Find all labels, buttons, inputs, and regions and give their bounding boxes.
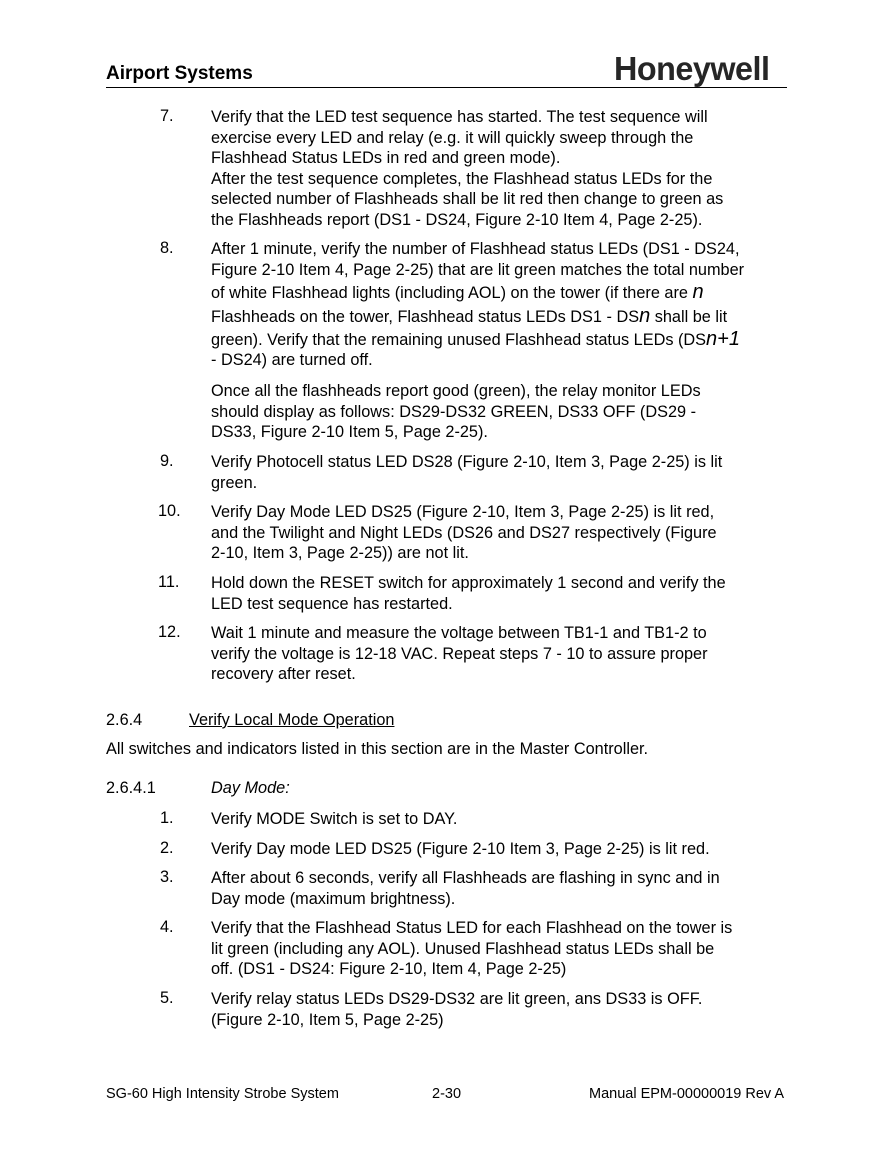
text-line: and the Twilight and Night LEDs (DS26 and DS27 respectively (Figure	[211, 523, 717, 542]
step-number: 1.	[160, 809, 174, 827]
text-line: Hold down the RESET switch for approximately 1 second and verify the	[211, 574, 726, 592]
text-line: Verify relay status LEDs DS29-DS32 are lit green, ans DS33 is OFF.	[211, 990, 703, 1008]
step-number: 2.	[160, 839, 174, 857]
subsection-number: 2.6.4.1	[106, 779, 156, 797]
step-number: 4.	[160, 918, 174, 936]
step-text	[211, 918, 791, 980]
step-number: 12.	[158, 623, 181, 641]
text-line: should display as follows: DS29-DS32 GREEN, DS33 OFF (DS29 -	[211, 402, 697, 421]
text-line: Day mode (maximum brightness).	[211, 889, 456, 908]
text-line: - DS24) are turned off.	[211, 351, 373, 370]
honeywell-logo: Honeywell	[614, 50, 770, 87]
text-line: Verify Day mode LED DS25 (Figure 2-10 Item 3, Page 2-25) is lit red.	[211, 840, 710, 858]
header-rule	[106, 87, 787, 88]
text-line: Verify Day Mode LED DS25 (Figure 2-10, Item 3, Page 2-25) is lit red,	[211, 503, 715, 521]
step-text	[211, 809, 791, 830]
text-line: Verify that the Flashhead Status LED for each Flashhead on the tower is	[211, 919, 733, 937]
text-line: After 1 minute, verify the number of Flashhead status LEDs (DS1 - DS24,	[211, 240, 740, 258]
step-text	[211, 107, 791, 231]
text-line	[211, 304, 791, 328]
text-line: lit green (including any AOL). Unused Flashhead status LEDs shall be	[211, 939, 715, 958]
variable-n: n	[639, 305, 651, 328]
text-line: exercise every LED and relay (e.g. it will quickly sweep through the	[211, 128, 694, 147]
text-span: of white Flashhead lights (including AOL) on the tower (if there are	[211, 284, 693, 303]
text-line: After the test sequence completes, the Flashhead status LEDs for the	[211, 169, 713, 188]
step-text	[211, 502, 791, 564]
text-line: off. (DS1 - DS24: Figure 2-10, Item 4, Page 2-25)	[211, 960, 567, 979]
text-line: After about 6 seconds, verify all Flashheads are flashing in sync and in	[211, 869, 720, 887]
step-8-note	[211, 381, 791, 443]
text-line: 2-10, Item 3, Page 2-25)) are not lit.	[211, 544, 469, 563]
text-line: Once all the flashheads report good (green), the relay monitor LEDs	[211, 382, 701, 400]
step-number: 7.	[160, 107, 174, 125]
text-line: verify the voltage is 12-18 VAC. Repeat steps 7 - 10 to assure proper	[211, 644, 708, 663]
footer-document-title: SG-60 High Intensity Strobe System	[106, 1086, 339, 1102]
step-text	[211, 868, 791, 909]
subsection-title: Day Mode:	[211, 779, 290, 797]
section-title: Verify Local Mode Operation	[189, 711, 395, 729]
text-line: Verify that the LED test sequence has started. The test sequence will	[211, 108, 708, 126]
variable-n-plus-1: n+1	[706, 328, 740, 351]
step-text	[211, 623, 791, 685]
text-span: Flashheads on the tower, Flashhead status LEDs DS1 - DS	[211, 308, 640, 327]
text-line: Verify MODE Switch is set to DAY.	[211, 810, 458, 828]
section-intro: All switches and indicators listed in this section are in the Master Controller.	[106, 740, 649, 758]
step-text	[211, 989, 791, 1030]
text-line: Wait 1 minute and measure the voltage between TB1-1 and TB1-2 to	[211, 624, 707, 642]
text-span: shall be lit	[650, 308, 728, 327]
step-text	[211, 239, 791, 371]
footer-page-number: 2-30	[432, 1086, 462, 1102]
text-line: selected number of Flashheads shall be lit red then change to green as	[211, 190, 724, 209]
step-number: 10.	[158, 502, 181, 520]
text-line: (Figure 2-10, Item 5, Page 2-25)	[211, 1010, 444, 1029]
text-line: the Flashheads report (DS1 - DS24, Figure 2-10 Item 4, Page 2-25).	[211, 210, 703, 229]
header-section-label: Airport Systems	[106, 63, 253, 84]
text-line	[211, 280, 791, 304]
step-number: 3.	[160, 868, 174, 886]
text-line: recovery after reset.	[211, 665, 356, 684]
text-span: green). Verify that the remaining unused Flashhead status LEDs (DS	[211, 331, 707, 350]
step-text	[211, 573, 791, 614]
step-number: 5.	[160, 989, 174, 1007]
footer-manual-id: Manual EPM-00000019 Rev A	[589, 1086, 785, 1102]
step-number: 8.	[160, 239, 174, 257]
step-text	[211, 452, 791, 493]
section-number: 2.6.4	[106, 711, 143, 729]
text-line: Verify Photocell status LED DS28 (Figure 2-10, Item 3, Page 2-25) is lit	[211, 453, 723, 471]
text-line: Figure 2-10 Item 4, Page 2-25) that are lit green matches the total number	[211, 260, 745, 279]
text-line: DS33, Figure 2-10 Item 5, Page 2-25).	[211, 423, 488, 442]
variable-n: n	[692, 281, 704, 304]
step-number: 11.	[158, 573, 180, 591]
text-line: green.	[211, 473, 258, 492]
step-number: 9.	[160, 452, 174, 470]
text-line	[211, 328, 791, 350]
step-text	[211, 839, 791, 860]
text-line: Flashhead Status LEDs in red and green mode).	[211, 149, 561, 168]
text-line: LED test sequence has restarted.	[211, 594, 453, 613]
